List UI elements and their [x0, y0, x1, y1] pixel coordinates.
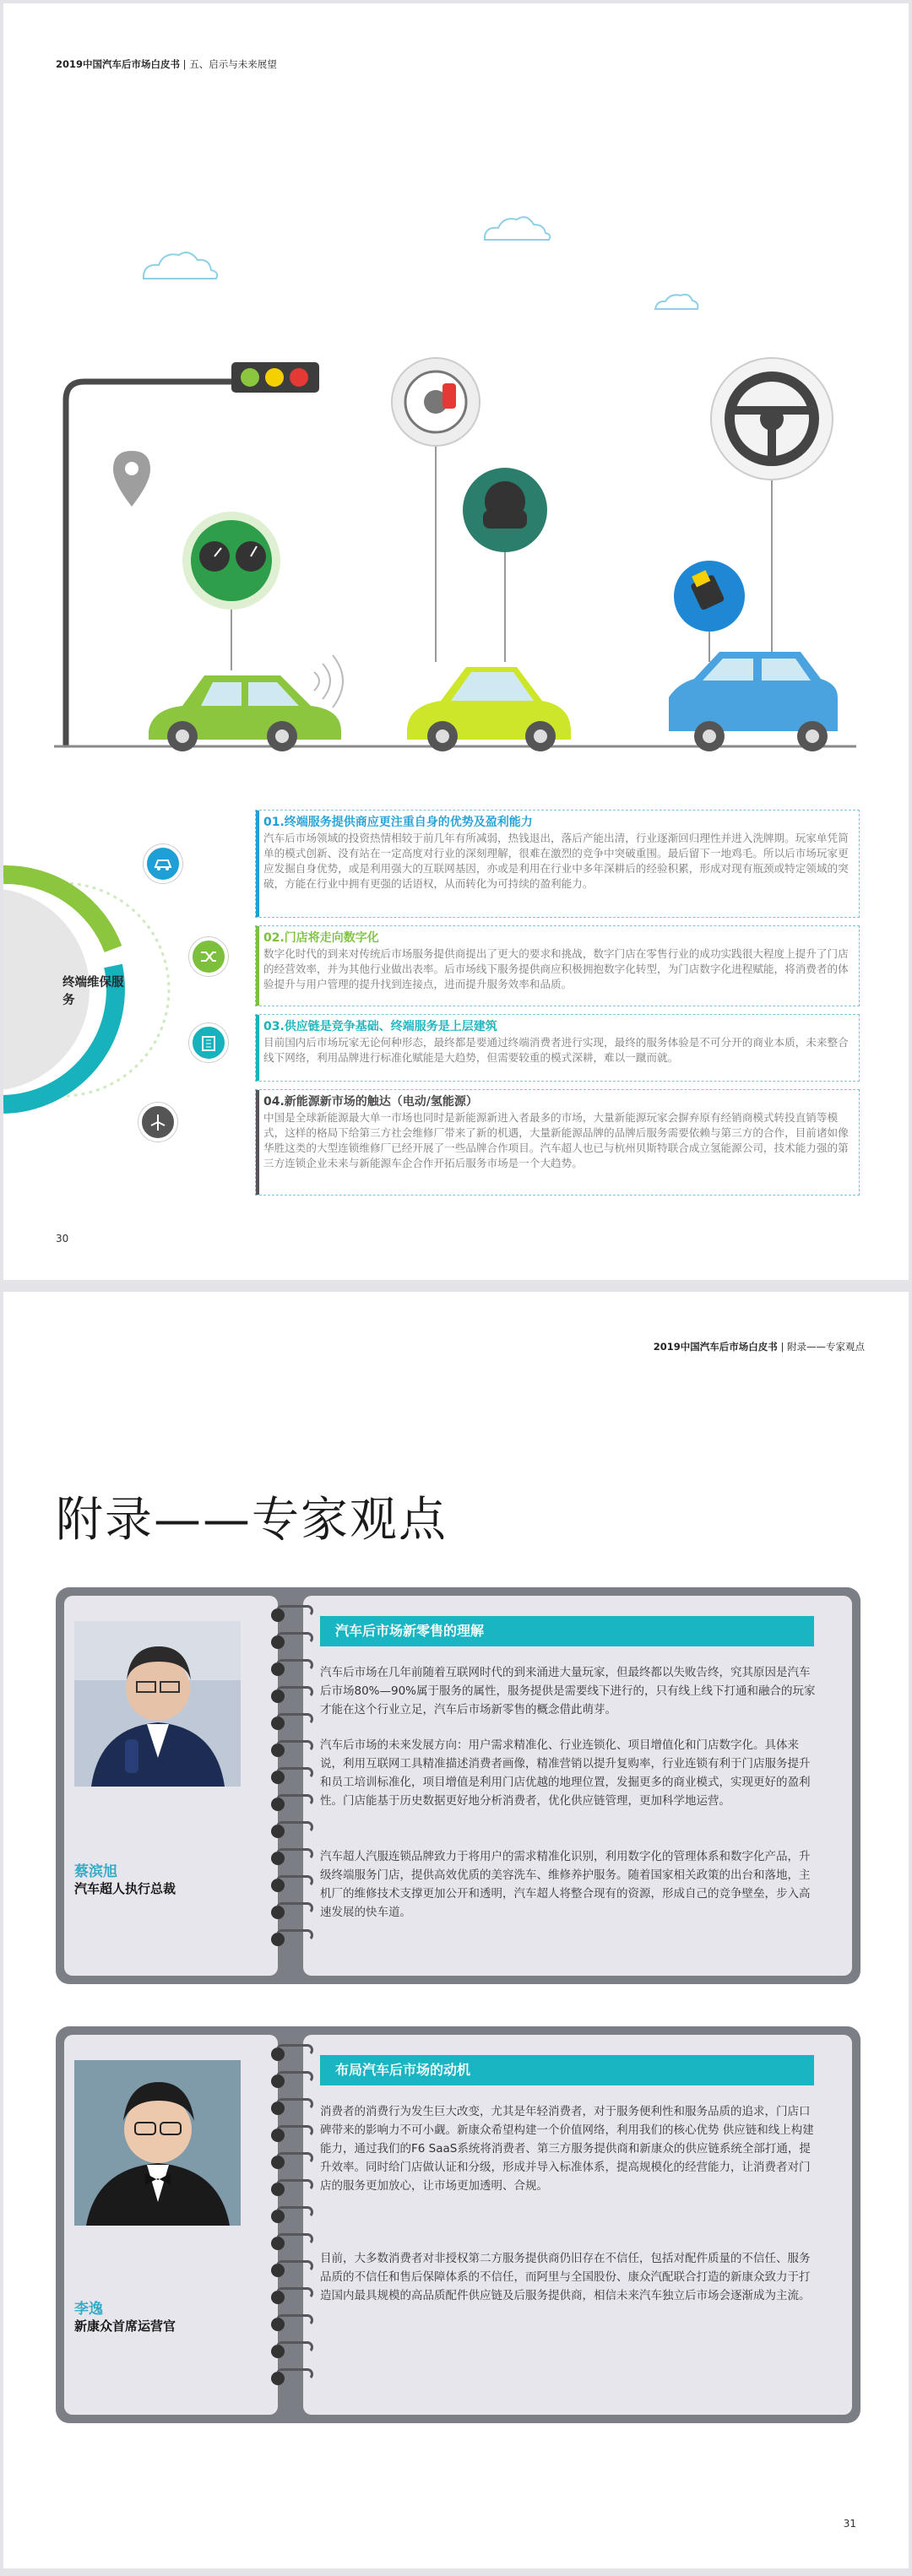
shuffle-icon [189, 937, 228, 976]
expert-notebook-1: 蔡滨旭 汽车超人执行总裁 汽车后市场新零售的理解 汽车后市场在几年前随着互联网时代的到来涌进大量玩家，但最终都以失败告终，究其原因是汽车后市场80%—90%属于服务的属性，服务提供是需要线下进行的，只有线上线下打通和融合的玩家才能在这个行业立足，汽车后市场新零售的概念借此萌芽。 汽车后市场的未来发展方向：用户需求精准化、行业连锁化、项目增值化和门店数字化。具体来说，利用互联网工具精准描述消费者画像，精准营销以提升复购率，行业连锁有利于门店服务提升和员工培训标准化，项目增值是利用门店优越的地理位置，发掘更多的商业模式，实现更好的盈利性。门店能基于历史数据更好地分析消费者，优化供应链管理，更加科学地运营。 汽车超人汽服连锁品牌致力于将用户的需求精准化识别，利用数字化的管理体系和数字化产品，升级终端服务门店，提供高效优质的美容洗车、维修养护服务。随着国家相关政策的出台和落地，主机厂的维修技术支撑更加公开和透明，汽车超人将整合现有的资源，形成自己的竞争壁垒，步入高速发展的快车道。 [56, 1587, 860, 1984]
building-icon [189, 1023, 228, 1062]
page-number: 30 [56, 1233, 69, 1245]
spiral-binding [258, 2042, 325, 2393]
cloud-icon [485, 217, 550, 240]
card-02: 02.门店将走向数字化 数字化时代的到来对传统后市场服务提供商提出了更大的要求和挑战，数字门店在零售行业的成功实践很大程度上提升了门店的经营效率，并为其他行业做出表率。后市场线下服务提供商应积极拥抱数字化转型，为门店数字化进程赋能，将消费者的体验提升与用户管理的提升找到连接点，进而提升服务效率和品质。 [255, 925, 860, 1006]
cloud-icon [144, 252, 217, 279]
page-number: 31 [843, 2518, 856, 2530]
running-header: 2019中国汽车后市场白皮书 | 五、启示与未来展望 [56, 58, 277, 70]
cloud-icon [655, 295, 698, 309]
running-header: 2019中国汽车后市场白皮书 | 附录——专家观点 [653, 1341, 865, 1353]
car-service-icon [144, 844, 182, 883]
page-31 [3, 1292, 909, 2568]
page-title: 附录——专家观点 [56, 1493, 448, 1548]
card-03: 03.供应链是竞争基础、终端服务是上层建筑 目前国内后市场玩家无论何种形态，最终都是要通过终端消费者进行实现，最终的服务体验是不可分开的商业本质，未来整合线下网络，利用品牌进行标准化赋能是大趋势，但需要较重的模式深耕，难以一蹴而就。 [255, 1014, 860, 1082]
page-30 [3, 3, 909, 1280]
spiral-binding [258, 1603, 325, 1954]
wind-turbine-icon [138, 1103, 177, 1142]
expert-notebook-2: 李逸 新康众首席运营官 布局汽车后市场的动机 消费者的消费行为发生巨大改变，尤其是年轻消费者，对于服务便利性和服务品质的追求，门店口碑带来的影响力不可小觑。新康众希望构建一个价值网络，利用我们的核心优势 供应链和线上构建能力，通过我们的F6 SaaS系统将消费者、第三方服务提供商和新康众的供应链系统全部打通，提升效率。同时给门店做认证和分级，形成并导入标准体系，提高规模化的经营能力，让消费者对门店的服务更加放心，让市场更加透明、合规。 目前，大多数消费者对非授权第二方服务提供商仍旧存在不信任，包括对配件质量的不信任、服务品质的不信任和售后保障体系的不信任，而阿里与全国股份、康众汽配联合打造的新康众致力于打造国内最具规模的高品质配件供应链及后服务提供商，相信未来汽车独立后市场会逐渐成为主流。 [56, 2026, 860, 2423]
car-illustration [3, 3, 909, 763]
avatar [74, 2060, 241, 2226]
card-01: 01.终端服务提供商应更注重自身的优势及盈利能力 汽车后市场领域的投资热情相较于前几年有所减弱，热钱退出，落后产能出清，行业逐渐回归理性并进入洗牌期。玩家单凭简单的模式创新、没有站在一定高度对行业的深刻理解，很难在激烈的竞争中突破重围。最后留下一地鸡毛。所以后市场玩家更应发掘自身优势，或是利用强大的互联网基因，亦或是利用在行业中多年深耕后的经验积累，形成对现有瓶颈或特定领域的突破，方能在行业中拥有更强的话语权，从而转化为可持续的盈利能力。 [255, 810, 860, 918]
center-label: 终端维保服务 [62, 976, 124, 1007]
avatar [74, 1621, 241, 1787]
location-pin-icon [113, 451, 150, 507]
green-car-icon [149, 512, 343, 751]
section-title: 汽车后市场新零售的理解 [320, 1616, 814, 1646]
blue-car-icon [669, 358, 838, 751]
section-title: 布局汽车后市场的动机 [320, 2055, 814, 2085]
yellow-car-icon [392, 358, 571, 751]
card-04: 04.新能源新市场的触达（电动/氢能源） 中国是全球新能源最大单一市场也同时是新能源新进入者最多的市场，大量新能源玩家会摒弃原有经销商模式转投直销等模式，这样的格局下给第三方社会维修厂带来了新的机遇，大量新能源品牌的品牌后服务需要依赖与第三方的合作，目前诸如像华胜这类的大型连锁维修厂已经开展了一些品牌合作项目。汽车超人也已与杭州贝斯特联合成立氢能源公司，技术能力强的第三方连锁企业未来与新能源车企合作开拓后服务市场是一个大趋势。 [255, 1089, 860, 1196]
